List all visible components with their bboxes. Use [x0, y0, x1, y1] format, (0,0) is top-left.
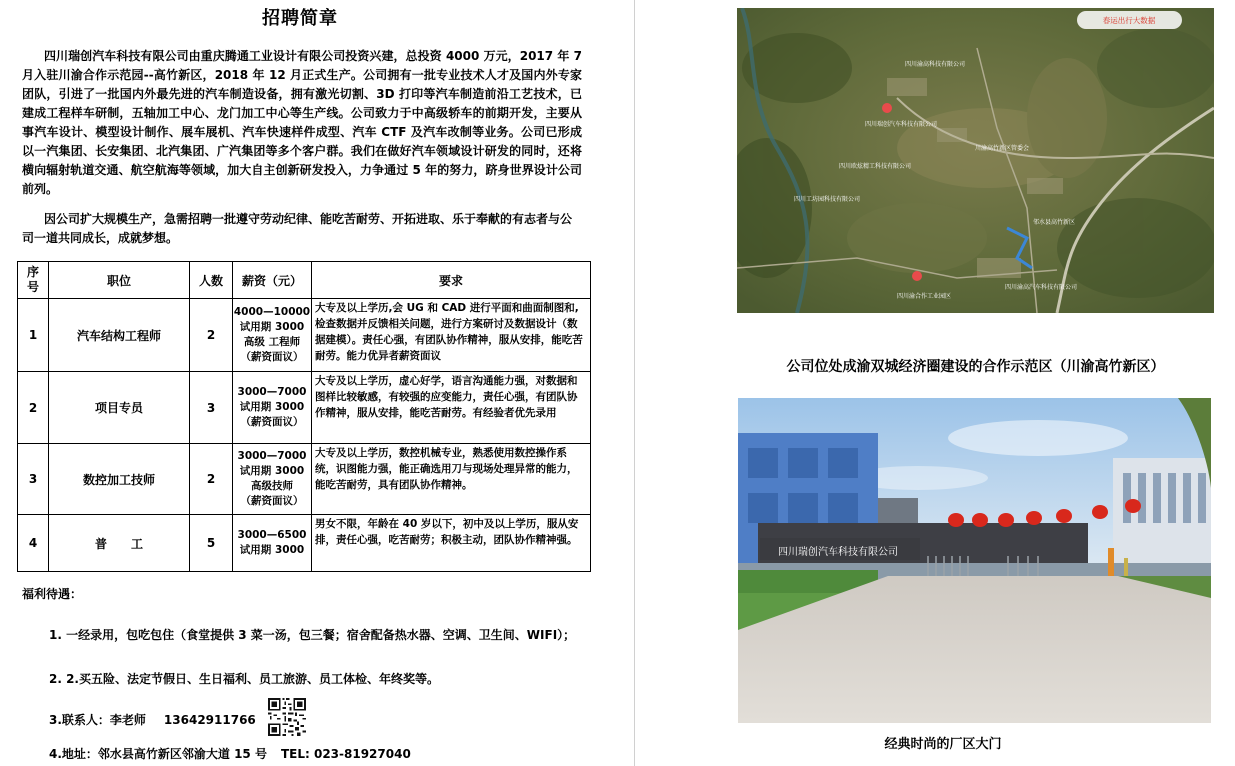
satellite-map: [737, 8, 1214, 313]
contact-phone: 13642911766: [163, 713, 256, 727]
row-position: 项目专员: [49, 372, 190, 444]
header-salary: 薪资（元）: [233, 262, 312, 299]
row-count: 5: [190, 515, 233, 572]
benefit-item: 2. 2.买五险、法定节假日、生日福利、员工旅游、员工体检、年终奖等。: [49, 672, 439, 686]
row-no: 1: [18, 299, 49, 372]
recruitment-paragraph: 因公司扩大规模生产，急需招聘一批遵守劳动纪律、能吃苦耐劳、开拓进取、乐于奉献的有志者与公司一道共同成长，成就梦想。: [22, 212, 573, 245]
header-position: 职位: [49, 262, 190, 299]
salary-line: 试用期 3000: [239, 544, 305, 556]
salary-line: （薪资面议）: [240, 495, 304, 507]
map-caption: 公司位处成渝双城经济圈建设的合作示范区（川渝高竹新区）: [786, 359, 1165, 375]
map-label: 四川渝高汽车科技有限公司: [1005, 284, 1078, 291]
map-banner: 春运出行大数据: [1102, 16, 1156, 25]
table-row: [18, 372, 591, 444]
row-no: 2: [18, 372, 49, 444]
row-requirements: 大专及以上学历，数控机械专业，熟悉使用数控操作系统，识图能力强，能正确选用刀与现场处理异常的能力，能吃苦耐劳，具有团队协作精神。: [312, 444, 591, 515]
table-row: [18, 299, 591, 372]
salary-line: 3000—7000: [237, 386, 307, 398]
page-title: 招聘简章: [262, 8, 338, 29]
header-requirements: 要求: [312, 262, 591, 299]
jobs-table: [17, 261, 591, 572]
salary-line: 3000—6500: [237, 529, 307, 541]
map-label: 四川欧炫精工科技有限公司: [839, 163, 912, 170]
row-position: 数控加工技师: [49, 444, 190, 515]
row-count: 2: [190, 444, 233, 515]
salary-line: 试用期 3000: [239, 401, 305, 413]
row-no: 3: [18, 444, 49, 515]
header-count: 人数: [190, 262, 233, 299]
page-divider: [634, 0, 635, 766]
benefits-title: 福利待遇：: [22, 587, 83, 601]
salary-line: 试用期 3000: [239, 321, 305, 333]
map-label: 四川工坊园科技有限公司: [794, 196, 861, 203]
map-label: 川渝高竹新区管委会: [975, 145, 1030, 152]
salary-line: （薪资面议）: [240, 416, 304, 428]
row-requirements: 大专及以上学历，虚心好学，语言沟通能力强，对数据和图样比较敏感，有较强的应变能力，责任心强，有团队协作精神，服从安排，能吃苦耐劳。有经验者优先录用: [312, 372, 591, 444]
salary-line: 高级技师: [251, 480, 293, 492]
map-label: 四川瑞创汽车科技有限公司: [865, 121, 938, 128]
header-no: 序号: [18, 262, 49, 299]
table-row: [18, 444, 591, 515]
map-label: 四川渝合作工业园区: [897, 293, 952, 300]
benefit-item: 1. 一经录用，包吃包住（食堂提供 3 菜一汤，包三餐；宿舍配备热水器、空调、卫生间、WIFI）；: [49, 628, 576, 642]
intro-paragraph: 四川瑞创汽车科技有限公司由重庆腾通工业设计有限公司投资兴建，总投资 4000 万元，2017 年 7 月入驻川渝合作示范园--高竹新区，2018 年 12 月正式生产。公司拥有一批专业技术人才及国内外专家团队，引进了一批国内外最先进的汽车制造设备，拥有激光切割、3D 打印等汽车制造前沿工艺技术，已建成工程样车研制，五轴加工中心、龙门加工中心等生产线。公司致力于中高级轿车的前期开发，主要从事汽车设计、模型设计制作、展车展机、汽车快速样件成型、汽车 CTF 及汽车改制等业务。公司已形成以一汽集团、长安集团、北汽集团、广汽集团等多个客户群。我们在做好汽车领域设计研发的同时，还将横向辐射轨道交通、航空航海等领域，加大自主创新研发投入，力争通过 5 年的努力，跻身世界设计公司前列。: [22, 49, 582, 196]
table-header-row: [18, 262, 591, 299]
row-requirements: 大专及以上学历,会 UG 和 CAD 进行平面和曲面制图和,检查数据并反馈相关问题，进行方案研讨及数据设计（数据建模）。责任心强，有团队协作精神，服从安排，能吃苦耐劳。能力优异者薪资面议: [312, 299, 591, 372]
map-label: 邻水县高竹新区: [1033, 219, 1076, 226]
address-line: [49, 745, 411, 762]
row-position: 普 工: [49, 515, 190, 572]
salary-line: 4000—10000: [233, 306, 311, 318]
gate-sign: 四川瑞创汽车科技有限公司: [778, 547, 898, 558]
address-tel: TEL: 023-81927040: [280, 747, 411, 761]
contact-line: [49, 711, 256, 728]
qr-code-icon: [268, 698, 306, 736]
row-salary: [233, 515, 312, 572]
salary-line: 3000—7000: [237, 450, 307, 462]
address-text: 4.地址：邻水县高竹新区邻渝大道 15 号: [49, 747, 267, 761]
salary-line: （薪资面议）: [240, 351, 304, 363]
row-salary: [233, 299, 312, 372]
row-no: 4: [18, 515, 49, 572]
gate-caption: 经典时尚的厂区大门: [884, 737, 1002, 752]
row-position: 汽车结构工程师: [49, 299, 190, 372]
salary-line: 试用期 3000: [239, 465, 305, 477]
row-salary: [233, 372, 312, 444]
row-requirements: 男女不限，年龄在 40 岁以下，初中及以上学历，服从安排，责任心强，吃苦耐劳；积极主动，团队协作精神强。: [312, 515, 591, 572]
factory-gate-photo: [738, 398, 1211, 723]
salary-line: 高级 工程师: [243, 336, 301, 348]
map-label: 四川渝高科技有限公司: [905, 61, 966, 68]
row-salary: [233, 444, 312, 515]
table-row: [18, 515, 591, 572]
contact-label: 3.联系人：李老师: [49, 713, 146, 727]
row-count: 2: [190, 299, 233, 372]
row-count: 3: [190, 372, 233, 444]
